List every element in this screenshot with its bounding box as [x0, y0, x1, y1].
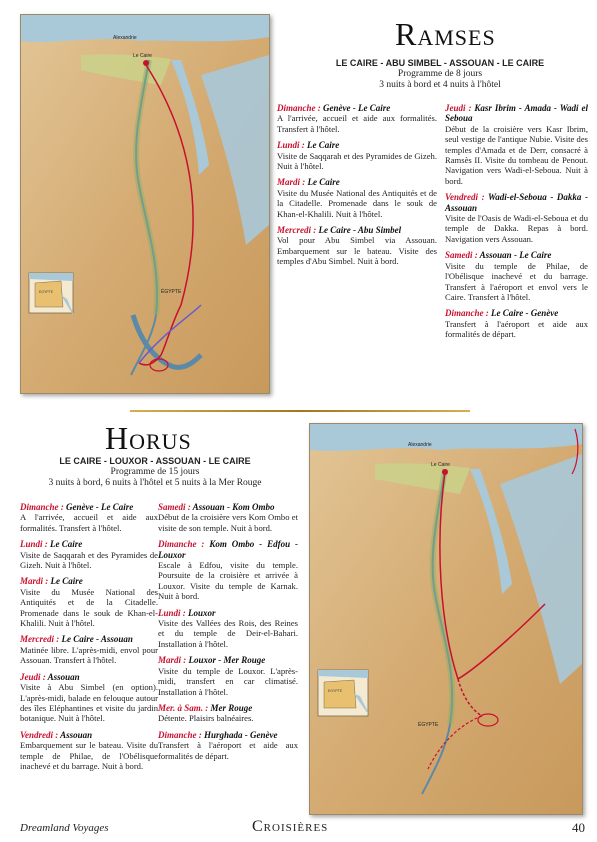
horus-col-1: [20, 502, 158, 777]
horus-title: Horus: [105, 420, 192, 456]
ramses-day: Lundi : Le Caire Visite de Saqqarah et des Pyramides de Gizeh. Nuit à l'hôtel.: [277, 140, 437, 172]
map-inset-label: EGYPTE: [39, 290, 54, 294]
map-label-cairo: Le Caire: [431, 462, 450, 468]
horus-day: Dimanche : Kom Ombo - Edfou - Louxor Escale à Edfou, visite du temple. Poursuite de la croisière et arrivée à Louxor. Visite du temple de Karnak. Nuit à bord.: [158, 539, 298, 602]
ramses-stay: 3 nuits à bord et 4 nuits à l'hôtel: [379, 80, 501, 90]
horus-header: [10, 456, 300, 489]
horus-map: [309, 423, 583, 815]
horus-route: LE CAIRE - LOUXOR - ASSOUAN - LE CAIRE: [59, 456, 251, 466]
map-inset-label: EGYPTE: [328, 689, 343, 693]
footer-brand: Dreamland Voyages: [20, 822, 109, 834]
ramses-day: Vendredi : Wadi-el-Seboua - Dakka - Assouan Visite de l'Oasis de Wadi-el-Seboua et du temple de Dakka. Repas à bord. Navigation vers Assouan.: [445, 192, 588, 244]
footer-section: Croisières: [252, 818, 329, 835]
ramses-col-1: [277, 103, 437, 273]
ramses-program: Programme de 8 jours: [397, 69, 483, 79]
map-label-alexandria: Alexandrie: [408, 442, 432, 448]
horus-day: Mardi : Louxor - Mer Rouge Visite du temple de Louxor. L'après-midi, transfert en car climatisé. Installation à l'hôtel.: [158, 655, 298, 697]
horus-col-2: [158, 502, 298, 767]
map-label-alexandria: Alexandrie: [113, 35, 137, 41]
ramses-day: Dimanche : Le Caire - Genève Transfert à l'aéroport et aide aux formalités de départ.: [445, 308, 588, 340]
horus-day: Mardi : Le Caire Visite du Musée National des Antiquités et de la Citadelle. Promenade dans le souk de Khan-el-Khalili. Nuit à l'hôtel.: [20, 576, 158, 629]
map-label-egypt: ÉGYPTE: [418, 722, 439, 728]
page-number: 40: [572, 820, 585, 835]
horus-day: Mercredi : Le Caire - Assouan Matinée libre. L'après-midi, envol pour Assouan. Transfert à l'hôtel.: [20, 634, 158, 666]
ramses-route: LE CAIRE - ABU SIMBEL - ASSOUAN - LE CAIRE: [335, 58, 545, 68]
horus-day: Lundi : Le Caire Visite de Saqqarah et des Pyramides de Gizeh. Nuit à l'hôtel.: [20, 539, 158, 571]
ramses-col-2: [445, 103, 588, 346]
horus-day: Vendredi : Assouan Embarquement sur le bateau. Visite du temple de Philae, de l'Obélisque inachevé et du barrage. Nuit à bord.: [20, 729, 158, 771]
ramses-map: [20, 14, 270, 394]
ramses-day: Jeudi : Kasr Ibrim - Amada - Wadi el Seboua Début de la croisière vers Kasr Ibrim, seul vestige de l'antique Nubie. Visite des temples d'Amada et de Derr, consacré à Ramsès II. Visite du tombeau de Penout. Navigation vers Wadi-el-Seboua. Nuit à bord.: [445, 103, 588, 186]
horus-day: Samedi : Assouan - Kom Ombo Début de la croisière vers Kom Ombo et visite de son temple. Nuit à bord.: [158, 502, 298, 533]
horus-day: Lundi : Louxor Visite des Vallées des Rois, des Reines et du temple de Deir-el-Bahari. Installation à l'hôtel.: [158, 607, 298, 649]
ramses-day: Samedi : Assouan - Le Caire Visite du temple de Philae, de l'Obélisque inachevé et du barrage. Transfert à l'aéroport et envol vers le Caire. Transfert à l'hôtel.: [445, 250, 588, 302]
horus-day: Mer. à Sam. : Mer Rouge Détente. Plaisirs balnéaires.: [158, 702, 254, 724]
ramses-title: Ramses: [395, 16, 496, 52]
ramses-day: Dimanche : Genève - Le Caire A l'arrivée, accueil et aide aux formalités. Transfert à l'hôtel.: [277, 103, 437, 134]
horus-stay: 3 nuits à bord, 6 nuits à l'hôtel et 5 nuits à la Mer Rouge: [48, 478, 262, 488]
ramses-day: Mardi : Le Caire Visite du Musée National des Antiquités et de la Citadelle. Promenade dans le souk de Khan-el-Khalili. Nuit à l'hôtel.: [277, 177, 437, 219]
horus-day: Dimanche : Genève - Le Caire A l'arrivée, accueil et aide aux formalités. Transfert à l'hôtel.: [20, 502, 158, 533]
section-divider: [130, 410, 470, 412]
horus-day: Dimanche : Hurghada - Genève Transfert à l'aéroport et aide aux formalités de départ.: [158, 729, 298, 761]
horus-day: Jeudi : Assouan Visite à Abu Simbel (en option). L'après-midi, balade en felouque autour des îles Eléphantines et visite du jardin botanique. Nuit à l'hôtel.: [20, 671, 158, 724]
ramses-day: Mercredi : Le Caire - Abu Simbel Vol pour Abu Simbel via Assouan. Embarquement sur le bateau. Visite des temples d'Abu Simbel. Nuit à bord.: [277, 225, 437, 267]
map-label-cairo: Le Caire: [133, 53, 152, 59]
ramses-header: [290, 58, 590, 91]
map-label-egypt: ÉGYPTE: [161, 289, 182, 295]
horus-program: Programme de 15 jours: [110, 467, 200, 477]
